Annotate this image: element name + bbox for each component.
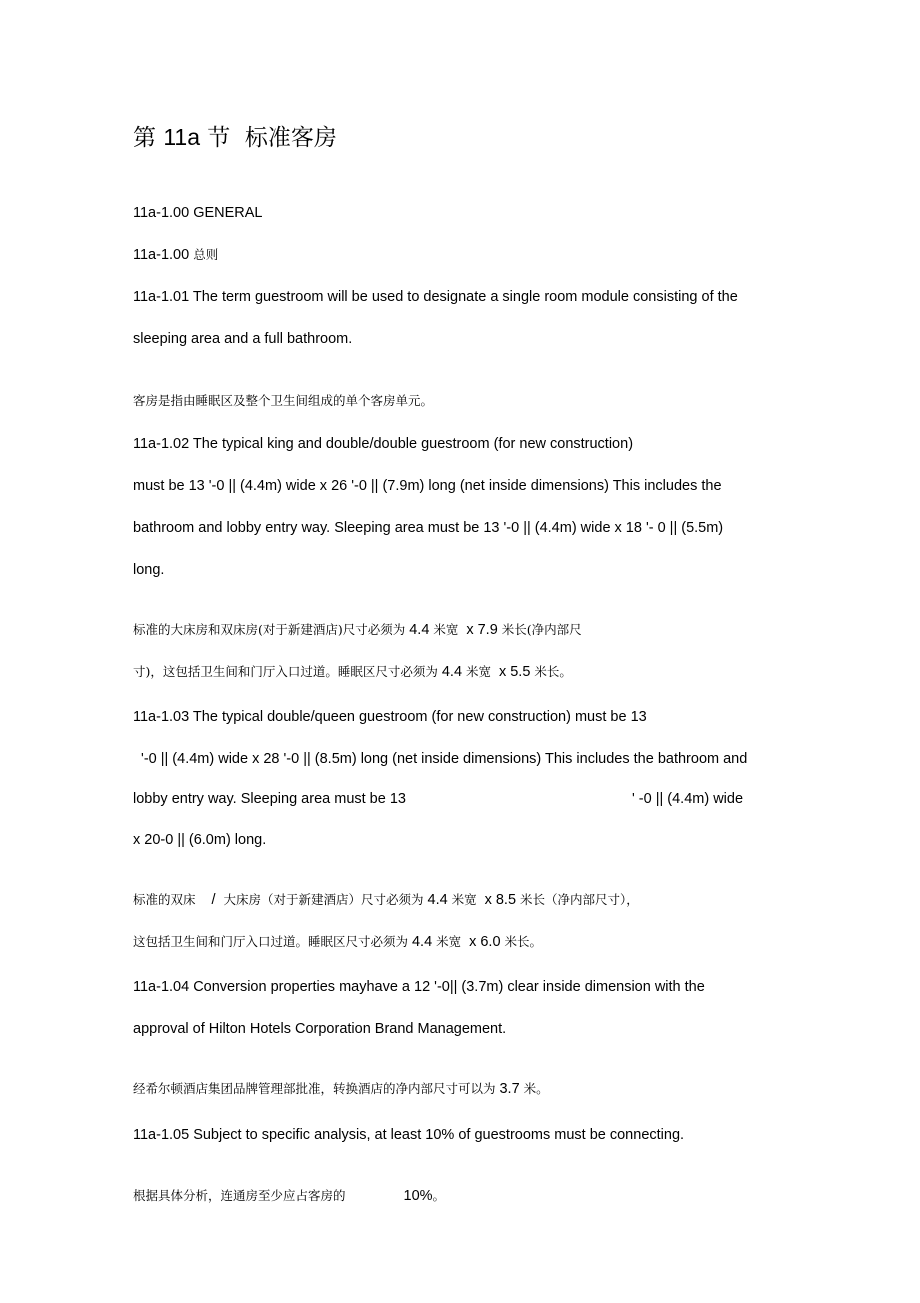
paragraph-cn-line: [133, 662, 572, 682]
cn-text: 。: [432, 1188, 446, 1203]
cn-number: /: [211, 892, 216, 908]
paragraph-cn-line: [133, 890, 639, 910]
cn-text: 米宽: [462, 664, 499, 679]
paragraph-line: long.: [133, 562, 165, 578]
paragraph-line: 11a-1.04 Conversion properties mayhave a 12 '-0|| (3.7m) clear inside dimension with the: [133, 979, 705, 995]
cn-text: 经希尔顿酒店集团品牌管理部批准，转换酒店的净内部尺寸可以为: [133, 1081, 500, 1096]
paragraph-line-fragment: ' -0 || (4.4m) wide: [632, 791, 744, 807]
title-number: 11a: [163, 124, 200, 150]
cn-text: 米长。: [500, 934, 542, 949]
cn-text: 寸)，这包括卫生间和门厅入口过道。睡眠区尺寸必须为: [133, 664, 442, 679]
title-suffix: 节 标准客房: [199, 125, 337, 151]
paragraph-cn-line: [133, 932, 542, 952]
paragraph-line: lobby entry way. Sleeping area must be 13: [133, 791, 406, 807]
cn-number: 4.4: [441, 664, 463, 680]
paragraph-cn-line: [133, 620, 582, 640]
cn-text: 米长。: [530, 664, 572, 679]
cn-number: x 6.0: [469, 934, 501, 950]
cn-text: 米。: [519, 1081, 549, 1096]
heading-general-en: 11a-1.00 GENERAL: [133, 205, 263, 221]
cn-text: 米长（净内部尺寸），: [516, 892, 639, 907]
cn-number: x 5.5: [498, 664, 531, 680]
cn-number: x 8.5: [484, 892, 517, 908]
heading-number: 11a-1.00: [133, 247, 194, 263]
cn-text: 米宽: [432, 934, 470, 949]
paragraph-line: must be 13 '-0 || (4.4m) wide x 26 '-0 || (7.9m) long (net inside dimensions) This includes the: [133, 478, 722, 494]
paragraph-cn-line: 客房是指由睡眠区及整个卫生间组成的单个客房单元。: [133, 393, 434, 408]
cn-number: 10%: [403, 1188, 433, 1204]
paragraph-line: x 20-0 || (6.0m) long.: [133, 832, 267, 848]
cn-number: x 7.9: [466, 622, 498, 638]
cn-text: 标准的双床: [133, 892, 196, 907]
cn-text: 这包括卫生间和门厅入口过道。睡眠区尺寸必须为: [133, 934, 412, 949]
cn-number: 3.7: [499, 1081, 520, 1097]
cn-text: 米宽: [429, 622, 467, 637]
paragraph-line: 11a-1.01 The term guestroom will be used to designate a single room module consisting of the: [133, 289, 738, 305]
paragraph-line: sleeping area and a full bathroom.: [133, 331, 353, 347]
heading-general-cn: [133, 245, 218, 265]
cn-text: 大床房（对于新建酒店）尺寸必须为: [219, 892, 428, 907]
cn-text: 根据具体分析，连通房至少应占客房的: [133, 1188, 346, 1203]
paragraph-cn-line: [133, 1079, 549, 1099]
cn-text: 米长(净内部尺: [497, 622, 582, 637]
section-title: [133, 121, 337, 154]
paragraph-line: 11a-1.02 The typical king and double/double guestroom (for new construction): [133, 436, 634, 452]
cn-text: 米宽: [447, 892, 485, 907]
paragraph-line: 11a-1.03 The typical double/queen guestroom (for new construction) must be 13: [133, 709, 647, 725]
cn-text: 标准的大床房和双床房(对于新建酒店)尺寸必须为: [133, 622, 410, 637]
paragraph-line: 11a-1.05 Subject to specific analysis, at least 10% of guestrooms must be connecting.: [133, 1127, 685, 1143]
cn-number: 4.4: [409, 622, 430, 638]
title-prefix: 第: [133, 125, 164, 151]
cn-number: 4.4: [427, 892, 448, 908]
paragraph-line: bathroom and lobby entry way. Sleeping area must be 13 '-0 || (4.4m) wide x 18 '- 0 || (5.5m): [133, 520, 724, 536]
paragraph-line: approval of Hilton Hotels Corporation Brand Management.: [133, 1021, 507, 1037]
cn-number: 4.4: [411, 934, 433, 950]
paragraph-cn-line: [133, 1186, 445, 1206]
paragraph-line: '-0 || (4.4m) wide x 28 '-0 || (8.5m) long (net inside dimensions) This includes the bathroom and: [133, 751, 748, 767]
heading-cn-text: 总则: [193, 247, 219, 262]
